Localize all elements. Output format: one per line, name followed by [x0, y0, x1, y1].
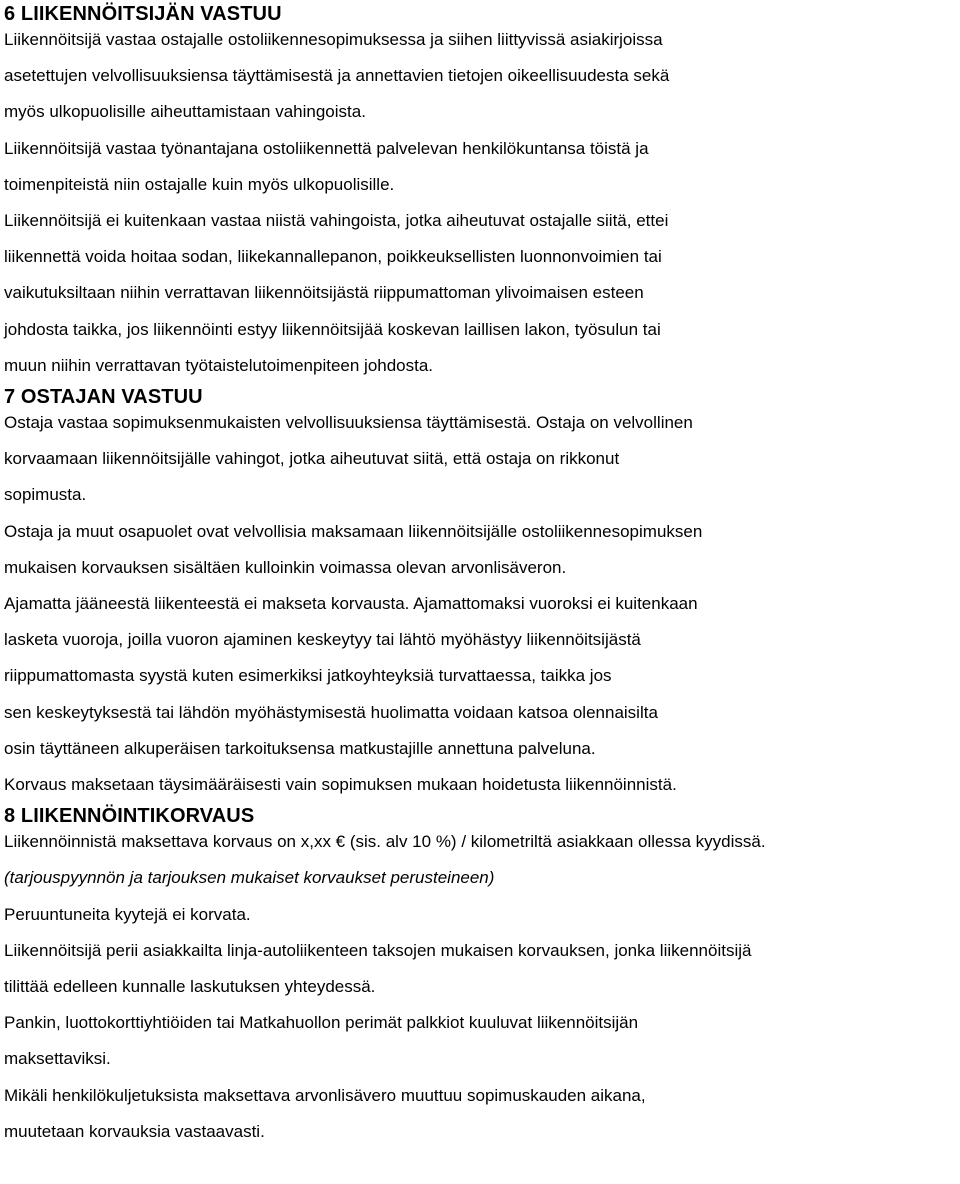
text-line: Liikennöitsijä perii asiakkailta linja-autoliikenteen taksojen mukaisen korvauksen, jonka liikennöitsijä: [4, 940, 752, 960]
paragraph-italic-note: [4, 860, 960, 896]
text-line: Peruuntuneita kyytejä ei korvata.: [4, 904, 251, 924]
text-line: muutetaan korvauksia vastaavasti.: [4, 1121, 265, 1141]
section-heading: 7 OSTAJAN VASTUU: [4, 386, 203, 409]
section-7: [4, 384, 960, 803]
text-line: Liikennöinnistä maksettava korvaus on x,xx € (sis. alv 10 %) / kilometriltä asiakkaan ollessa kyydissä.: [4, 832, 766, 852]
text-line: liikennettä voida hoitaa sodan, liikekannallepanon, poikkeuksellisten luonnonvoimien tai: [4, 247, 662, 267]
text-line: muun niihin verrattavan työtaistelutoimenpiteen johdosta.: [4, 355, 434, 375]
text-line: osin täyttäneen alkuperäisen tarkoituksensa matkustajille annettuna palveluna.: [4, 738, 596, 758]
paragraph: [4, 514, 960, 586]
text-line: johdosta taikka, jos liikennöinti estyy liikennöitsijää koskevan laillisen lakon, työsulun tai: [4, 319, 661, 339]
paragraph: [4, 131, 960, 203]
text-line: Liikennöitsijä vastaa ostajalle ostoliikennesopimuksessa ja siihen liittyvissä asiakirjoissa: [4, 30, 663, 49]
paragraph: [4, 933, 960, 1005]
paragraph: [4, 203, 960, 384]
text-line: Korvaus maksetaan täysimääräisesti vain sopimuksen mukaan hoidetusta liikennöinnistä.: [4, 775, 677, 795]
text-line: toimenpiteistä niin ostajalle kuin myös ulkopuolisille.: [4, 174, 395, 194]
text-line: korvaamaan liikennöitsijälle vahingot, jotka aiheutuvat siitä, että ostaja on rikkonut: [4, 449, 620, 469]
text-line: Ostaja ja muut osapuolet ovat velvollisia maksamaan liikennöitsijälle ostoliikennesopimuksen: [4, 521, 703, 541]
text-line: asetettujen velvollisuuksiensa täyttämisestä ja annettavien tietojen oikeellisuudesta sekä: [4, 66, 670, 86]
text-line: Ajamatta jääneestä liikenteestä ei makseta korvausta. Ajamattomaksi vuoroksi ei kuitenkaan: [4, 594, 698, 614]
text-line: sen keskeytyksestä tai lähdön myöhästymisestä huolimatta voidaan katsoa olennaisilta: [4, 702, 658, 722]
paragraph: [4, 405, 960, 514]
text-line: riippumattomasta syystä kuten esimerkiksi jatkoyhteyksiä turvattaessa, taikka jos: [4, 666, 612, 686]
text-line: sopimusta.: [4, 485, 87, 505]
paragraph: [4, 767, 960, 803]
section-heading: 8 LIIKENNÖINTIKORVAUS: [4, 805, 255, 828]
paragraph: [4, 824, 960, 860]
text-line: myös ulkopuolisille aiheuttamistaan vahingoista.: [4, 102, 366, 122]
text-line: Liikennöitsijä vastaa työnantajana ostoliikennettä palvelevan henkilökuntansa töistä ja: [4, 138, 649, 158]
text-line: Pankin, luottokorttiyhtiöiden tai Matkahuollon perimät palkkiot kuuluvat liikennöitsijän: [4, 1013, 639, 1033]
text-line: Mikäli henkilökuljetuksista maksettava arvonlisävero muuttuu sopimuskauden aikana,: [4, 1085, 646, 1105]
text-line: lasketa vuoroja, joilla vuoron ajaminen keskeytyy tai lähtö myöhästyy liikennöitsijästä: [4, 630, 641, 650]
paragraph: [4, 22, 960, 131]
text-line: tilittää edelleen kunnalle laskutuksen yhteydessä.: [4, 977, 376, 997]
text-line: vaikutuksiltaan niihin verrattavan liikennöitsijästä riippumattoman ylivoimaisen esteen: [4, 283, 644, 303]
text-line: mukaisen korvauksen sisältäen kulloinkin voimassa olevan arvonlisäveron.: [4, 557, 567, 577]
section-8: [4, 803, 960, 1150]
section-6: [4, 0, 960, 384]
text-line: Ostaja vastaa sopimuksenmukaisten velvollisuuksiensa täyttämisestä. Ostaja on velvollinen: [4, 413, 693, 433]
text-line: Liikennöitsijä ei kuitenkaan vastaa niistä vahingoista, jotka aiheutuvat ostajalle siitä, ettei: [4, 211, 669, 231]
paragraph: [4, 1078, 960, 1150]
text-line: maksettaviksi.: [4, 1049, 111, 1069]
paragraph: [4, 586, 960, 767]
paragraph: [4, 1005, 960, 1077]
section-heading: 6 LIIKENNÖITSIJÄN VASTUU: [4, 3, 282, 25]
paragraph: [4, 897, 960, 933]
text-line: (tarjouspyynnön ja tarjouksen mukaiset korvaukset perusteineen): [4, 868, 495, 888]
